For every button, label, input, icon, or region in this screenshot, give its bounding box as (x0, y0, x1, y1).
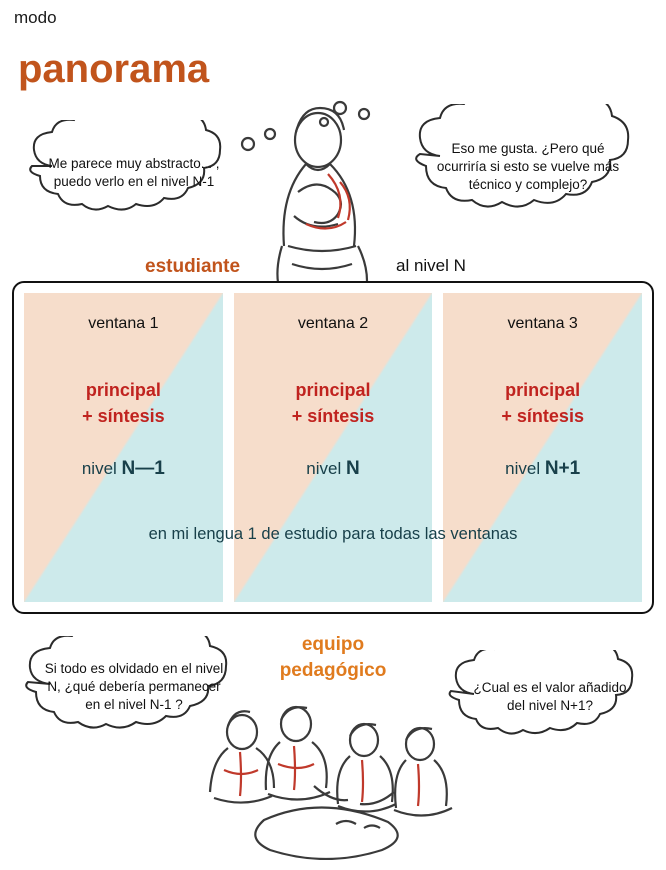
window-2-level-value: N (345, 458, 360, 479)
window-2-level (234, 458, 433, 480)
window-3-main (443, 377, 642, 429)
label-team (0, 632, 666, 683)
window-1-main-line2: + síntesis (82, 406, 165, 427)
window-3-title: ventana 3 (507, 315, 578, 332)
window-2-title: ventana 2 (297, 315, 369, 332)
window-3-main-line2: + síntesis (501, 406, 584, 427)
speech-bubble-student-right-text: Eso me gusta. ¿Pero qué ocurriría si esto se vuelve más técnico y complejo? (436, 141, 620, 193)
window-2-main-line2: + síntesis (291, 406, 375, 427)
window-1-main (24, 377, 223, 429)
window-3-level (443, 458, 642, 480)
label-at-level: al nivel N (396, 256, 466, 275)
window-card-2[interactable] (234, 293, 433, 602)
window-1-main-line1: principal (85, 380, 161, 400)
panel-footer-note: en mi lengua 1 de estudio para todas las ventanas (148, 525, 518, 543)
mode-label: modo (14, 8, 57, 27)
window-card-1[interactable] (24, 293, 223, 602)
window-3-main-line1: principal (505, 380, 581, 400)
windows-panel (12, 281, 654, 614)
label-team-line2: pedagógico (279, 659, 387, 681)
window-1-level (24, 458, 223, 480)
window-2-level-prefix: nivel (306, 459, 346, 478)
speech-bubble-team-right-text: ¿Cual es el valor añadido del nivel N+1? (473, 680, 627, 714)
window-2-main-line1: principal (295, 380, 371, 400)
window-3-level-prefix: nivel (505, 459, 545, 478)
label-student: estudiante (145, 256, 241, 277)
window-1-level-value: N—1 (121, 458, 165, 479)
speech-bubble-student-left-text: Me parece muy abstracto... , puedo verlo en el nivel N-1 (48, 156, 220, 190)
window-1-level-prefix: nivel (81, 459, 122, 478)
window-3-level-value: N+1 (544, 458, 581, 479)
student-illustration (236, 96, 416, 296)
window-2-main (234, 377, 433, 429)
team-illustration (168, 700, 478, 860)
window-card-3[interactable] (443, 293, 642, 602)
label-team-line1: equipo (301, 634, 365, 655)
window-1-title: ventana 1 (88, 315, 159, 332)
speech-bubble-team-left-text: Si todo es olvidado en el nivel N, ¿qué debería permanecer en el nivel N-1 ? (44, 661, 224, 713)
page-title: panorama (18, 47, 210, 91)
